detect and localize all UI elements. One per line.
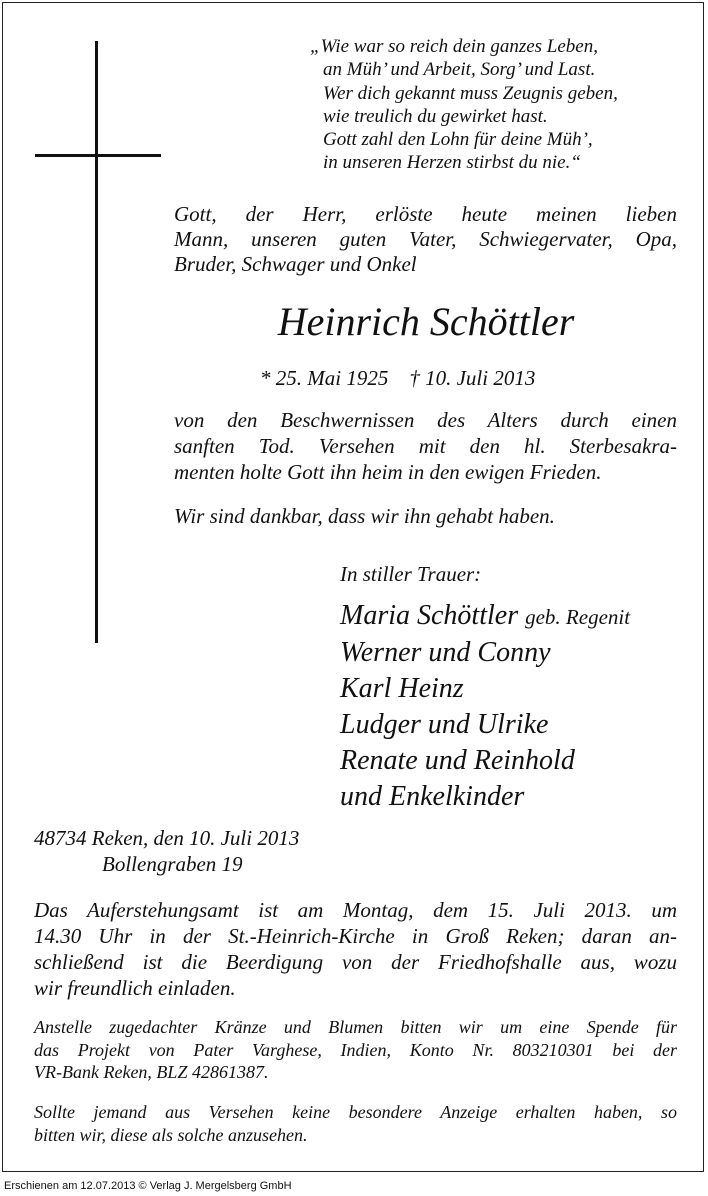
publication-footer: Erschienen am 12.07.2013 © Verlag J. Mergelsberg GmbH [4, 1180, 292, 1192]
cross-icon-horizontal-bar [35, 154, 161, 157]
funeral-line: wir freundlich einladen. [34, 976, 236, 1000]
poem-line: „Wie war so reich dein ganzes Leben, [310, 36, 598, 57]
death-text-line: sanften Tod. Versehen mit den hl. Sterbesakra- [174, 434, 677, 458]
poem-line: Gott zahl den Lohn für deine Müh’, [323, 129, 593, 151]
family-list [340, 598, 630, 815]
funeral-info [34, 897, 677, 1001]
poem-line: wie treulich du gewirket hast. [323, 105, 548, 127]
intro-line: Gott, der Herr, erlöste heute meinen lieben [174, 202, 677, 226]
intro-text [174, 202, 677, 277]
donation-line: Anstelle zugedachter Kränze und Blumen bitten wir um eine Spende für [34, 1017, 677, 1037]
mourning-intro: In stiller Trauer: [340, 562, 482, 586]
life-dates [260, 366, 535, 391]
family-member: Werner und Conny [340, 637, 551, 668]
poem-line: an Müh’ und Arbeit, Sorg’ und Last. [323, 59, 596, 81]
deceased-name: Heinrich Schöttler [277, 299, 575, 344]
family-member: Ludger und Ulrike [340, 709, 549, 740]
poem [310, 35, 618, 175]
death-text-line: menten holte Gott ihn heim in den ewigen Frieden. [174, 460, 602, 484]
death-text-line: von den Beschwernissen des Alters durch einen [174, 408, 677, 432]
donation-line: VR-Bank Reken, BLZ 42861387. [34, 1062, 269, 1082]
poem-line: in unseren Herzen stirbst du nie.“ [323, 152, 581, 174]
death-text [174, 407, 677, 485]
thanks-text: Wir sind dankbar, dass wir ihn gehabt haben. [174, 504, 555, 528]
notice-text [34, 1101, 677, 1146]
maiden-name: geb. Regenit [525, 605, 631, 629]
birth-date: * 25. Mai 1925 [260, 366, 389, 390]
intro-line: Mann, unseren guten Vater, Schwiegervater, Opa, [174, 227, 677, 251]
address-block [34, 825, 299, 877]
donation-line: das Projekt von Pater Varghese, Indien, Konto Nr. 803210301 bei der [34, 1039, 677, 1060]
family-member-name: Maria Schöttler [340, 600, 519, 631]
poem-line: Wer dich gekannt muss Zeugnis geben, [323, 82, 618, 104]
family-member: Karl Heinz [340, 673, 464, 704]
notice-line: bitten wir, diese als solche anzusehen. [34, 1124, 308, 1145]
family-member: Renate und Reinhold [340, 745, 575, 776]
funeral-line: 14.30 Uhr in der St.-Heinrich-Kirche in Groß Reken; daran an- [34, 924, 677, 948]
death-date: † 10. Juli 2013 [409, 366, 536, 390]
family-member: und Enkelkinder [340, 781, 525, 812]
street-address: Bollengraben 19 [102, 852, 243, 876]
intro-line: Bruder, Schwager und Onkel [174, 252, 417, 276]
place-date: 48734 Reken, den 10. Juli 2013 [34, 826, 300, 850]
donation-info [34, 1016, 677, 1084]
funeral-line: schließend ist die Beerdigung von der Friedhofshalle aus, wozu [34, 950, 677, 974]
family-member [340, 598, 630, 635]
notice-line: Sollte jemand aus Versehen keine besondere Anzeige erhalten haben, so [34, 1102, 677, 1122]
funeral-line: Das Auferstehungsamt ist am Montag, dem 15. Juli 2013. um [34, 898, 677, 922]
